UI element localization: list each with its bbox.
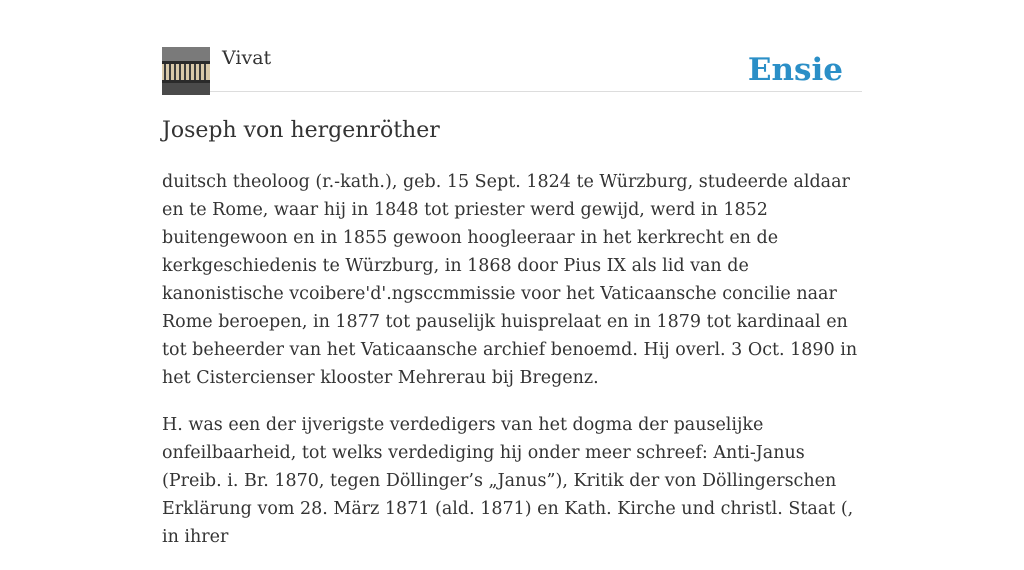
author-name[interactable]: Vivat [222, 47, 272, 69]
article-paragraph: H. was een der ijverigste verdedigers van het dogma der pauselijke onfeilbaarheid, tot welks verdediging hij onder meer schreef: Anti-Janus (Preib. i. Br. 1870, tegen Döllinger’s „Janus”), Kritik der von Döllingerschen Erklärung vom 28. März 1871 (ald. 1871) en Kath. Kirche und christl. Staat (, in ihrer [162, 415, 854, 547]
article-body [162, 168, 866, 570]
article-paragraph: duitsch theoloog (r.-kath.), geb. 15 Sept. 1824 te Würzburg, studeerde aldaar en te Rome, waar hij in 1848 tot priester werd gewijd, werd in 1852 buitengewoon en in 1855 gewoon hoogleeraar in het kerkrecht en de kerkgeschiedenis te Würzburg, in 1868 door Pius IX als lid van de kanonistische vcoibere'd'.ngsccmmissie voor het Vaticaansche concilie naar Rome beroepen, in 1877 tot pauselijk huisprelaat en in 1879 tot kardinaal en tot beheerder van het Vaticaansche archief benoemd. Hij overl. 3 Oct. 1890 in het Cistercienser klooster Mehrerau bij Bregenz. [162, 172, 858, 388]
article-title: Joseph von hergenröther [162, 118, 440, 143]
library-shelves-icon [162, 47, 210, 95]
brand-logo[interactable]: Ensie [747, 52, 843, 88]
author-avatar[interactable] [162, 47, 210, 95]
header [162, 46, 862, 92]
